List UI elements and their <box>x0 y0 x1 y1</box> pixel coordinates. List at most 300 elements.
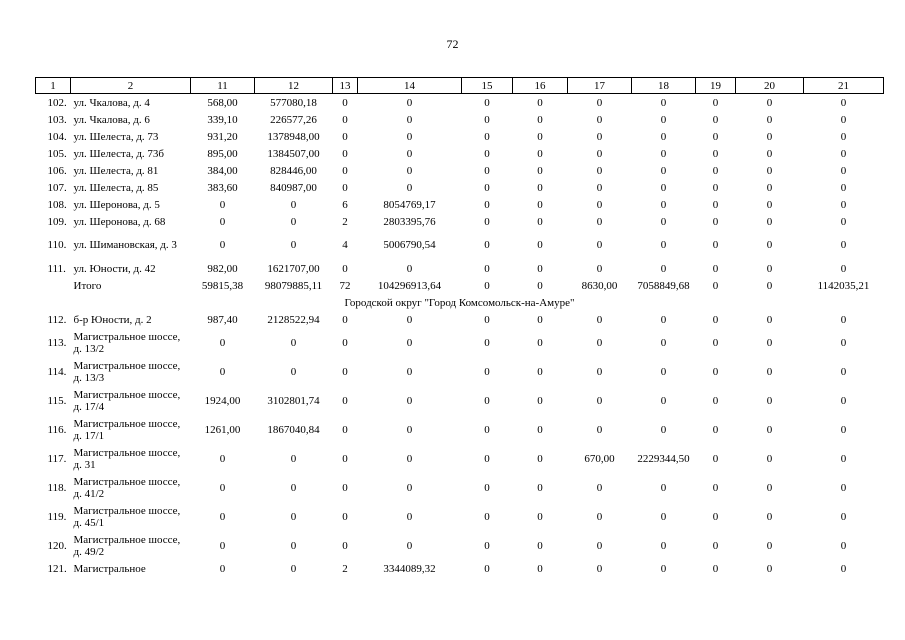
value-cell: 0 <box>219 510 226 523</box>
address-cell: ул. Шеронова, д. 5 <box>73 198 160 211</box>
value-cell: 0 <box>840 562 847 575</box>
value-cell: 0 <box>596 262 603 275</box>
value-cell: 0 <box>484 336 490 349</box>
value-cell: 1142035,21 <box>817 279 870 292</box>
value-cell: 0 <box>660 481 667 494</box>
value-cell: 0 <box>537 279 543 292</box>
value-cell: 0 <box>712 365 719 378</box>
value-cell: 0 <box>290 510 297 523</box>
address-cell: Магистральное шоссе, д. 41/2 <box>73 475 181 500</box>
value-cell: 98079885,11 <box>264 279 323 292</box>
row-number: 118. <box>47 481 67 494</box>
value-cell: 0 <box>712 313 719 326</box>
value-cell: 0 <box>660 262 667 275</box>
value-cell: 0 <box>290 539 297 552</box>
value-cell: 0 <box>840 336 847 349</box>
value-cell: 0 <box>537 452 543 465</box>
value-cell: 0 <box>342 147 348 160</box>
table-row <box>36 386 884 415</box>
value-cell: 4 <box>342 239 348 251</box>
address-cell: ул. Юности, д. 42 <box>73 262 156 275</box>
address-cell: Магистральное шоссе, д. 31 <box>73 446 181 471</box>
value-cell: 0 <box>290 239 297 251</box>
value-cell: 0 <box>712 394 719 407</box>
value-cell: 0 <box>712 336 719 349</box>
value-cell: 0 <box>406 147 413 160</box>
table-row <box>36 357 884 386</box>
row-number: 111. <box>47 262 66 275</box>
row-number: 121. <box>47 562 67 575</box>
address-cell: ул. Шелеста, д. 85 <box>73 181 159 194</box>
value-cell: 0 <box>537 423 543 436</box>
value-cell: 0 <box>342 510 348 523</box>
table-row <box>36 473 884 502</box>
value-cell: 0 <box>484 262 490 275</box>
table-row <box>36 145 884 162</box>
value-cell: 0 <box>660 562 667 575</box>
value-cell: 0 <box>537 215 543 228</box>
value-cell: 7058849,68 <box>637 279 690 292</box>
value-cell: 0 <box>766 262 773 275</box>
row-number: 106. <box>47 164 67 177</box>
value-cell: 0 <box>766 130 773 143</box>
value-cell: 0 <box>766 510 773 523</box>
table-row <box>36 111 884 128</box>
value-cell: 0 <box>537 365 543 378</box>
table-row <box>36 328 884 357</box>
value-cell: 1924,00 <box>204 394 241 407</box>
row-number: 102. <box>47 96 67 109</box>
row-number: 116. <box>47 423 67 436</box>
table-row <box>36 128 884 145</box>
value-cell: 0 <box>290 336 297 349</box>
value-cell: 0 <box>484 562 490 575</box>
value-cell: 0 <box>290 452 297 465</box>
value-cell: 0 <box>712 147 719 160</box>
value-cell: 0 <box>406 262 413 275</box>
value-cell: 0 <box>342 262 348 275</box>
column-header: 21 <box>804 78 884 94</box>
value-cell: 1867040,84 <box>267 423 320 436</box>
value-cell: 0 <box>840 313 847 326</box>
value-cell: 0 <box>596 181 603 194</box>
value-cell: 0 <box>290 481 297 494</box>
value-cell: 0 <box>596 562 603 575</box>
value-cell: 0 <box>342 313 348 326</box>
value-cell: 0 <box>596 423 603 436</box>
row-number: 110. <box>47 239 67 251</box>
value-cell: 0 <box>660 113 667 126</box>
value-cell: 0 <box>406 394 413 407</box>
value-cell: 2 <box>342 215 348 228</box>
value-cell: 0 <box>660 510 667 523</box>
value-cell: 0 <box>537 96 543 109</box>
value-cell: 0 <box>219 452 226 465</box>
value-cell: 0 <box>342 181 348 194</box>
value-cell: 0 <box>537 262 543 275</box>
value-cell: 0 <box>766 147 773 160</box>
value-cell: 0 <box>596 313 603 326</box>
value-cell: 0 <box>840 147 847 160</box>
value-cell: 0 <box>290 365 297 378</box>
address-cell: Магистральное шоссе, д. 45/1 <box>73 504 181 529</box>
value-cell: 0 <box>712 113 719 126</box>
value-cell: 0 <box>660 313 667 326</box>
table-row <box>36 230 884 260</box>
value-cell: 0 <box>484 539 490 552</box>
table-row <box>36 179 884 196</box>
value-cell: 0 <box>840 365 847 378</box>
value-cell: 0 <box>712 198 719 211</box>
value-cell: 0 <box>537 198 543 211</box>
row-number: 107. <box>47 181 67 194</box>
section-row <box>36 294 884 311</box>
table-row <box>36 502 884 531</box>
value-cell: 0 <box>290 198 297 211</box>
value-cell: 0 <box>537 113 543 126</box>
column-header: 20 <box>736 78 804 94</box>
row-number: 105. <box>47 147 67 160</box>
value-cell: 0 <box>766 96 773 109</box>
value-cell: 0 <box>596 215 603 228</box>
value-cell: 0 <box>766 164 773 177</box>
value-cell: 0 <box>342 481 348 494</box>
value-cell: 0 <box>840 510 847 523</box>
header-row <box>36 78 884 94</box>
address-cell: ул. Шелеста, д. 81 <box>73 164 159 177</box>
column-header: 13 <box>333 78 358 94</box>
row-number: 120. <box>47 539 67 552</box>
value-cell: 0 <box>660 239 667 251</box>
value-cell: 0 <box>712 539 719 552</box>
value-cell: 2229344,50 <box>637 452 690 465</box>
value-cell: 2128522,94 <box>267 313 320 326</box>
address-cell: ул. Чкалова, д. 6 <box>73 113 150 126</box>
column-header: 16 <box>513 78 568 94</box>
value-cell: 0 <box>342 452 348 465</box>
value-cell: 0 <box>537 181 543 194</box>
value-cell: 0 <box>406 452 413 465</box>
value-cell: 8630,00 <box>581 279 618 292</box>
value-cell: 339,10 <box>207 113 238 126</box>
value-cell: 0 <box>342 394 348 407</box>
value-cell: 0 <box>219 336 226 349</box>
value-cell: 0 <box>712 130 719 143</box>
row-number: 112. <box>47 313 67 326</box>
value-cell: 0 <box>484 279 490 292</box>
table-row <box>36 196 884 213</box>
data-table <box>35 77 884 577</box>
row-number: 114. <box>47 365 67 378</box>
value-cell: 6 <box>342 198 348 211</box>
value-cell: 0 <box>766 313 773 326</box>
column-header: 15 <box>462 78 513 94</box>
value-cell: 0 <box>660 215 667 228</box>
value-cell: 0 <box>840 262 847 275</box>
value-cell: 982,00 <box>207 262 238 275</box>
value-cell: 383,60 <box>207 181 238 194</box>
value-cell: 0 <box>840 452 847 465</box>
value-cell: 0 <box>596 481 603 494</box>
value-cell: 0 <box>840 423 847 436</box>
value-cell: 0 <box>342 164 348 177</box>
table-row <box>36 560 884 577</box>
value-cell: 3344089,32 <box>383 562 436 575</box>
value-cell: 0 <box>840 181 847 194</box>
table-row <box>36 444 884 473</box>
column-header: 1 <box>36 78 71 94</box>
value-cell: 0 <box>840 239 847 251</box>
value-cell: 0 <box>537 481 543 494</box>
value-cell: 1621707,00 <box>267 262 320 275</box>
row-number <box>36 277 71 294</box>
value-cell: 0 <box>840 198 847 211</box>
value-cell: 568,00 <box>207 96 238 109</box>
table-row <box>36 260 884 277</box>
value-cell: 0 <box>406 365 413 378</box>
column-header: 18 <box>632 78 696 94</box>
value-cell: 0 <box>406 539 413 552</box>
value-cell: 828446,00 <box>270 164 317 177</box>
value-cell: 0 <box>406 96 413 109</box>
row-number: 119. <box>47 510 67 523</box>
value-cell: 0 <box>596 539 603 552</box>
value-cell: 0 <box>766 394 773 407</box>
value-cell: 0 <box>766 239 773 251</box>
value-cell: 0 <box>660 539 667 552</box>
value-cell: 0 <box>537 394 543 407</box>
value-cell: 0 <box>766 181 773 194</box>
value-cell: 577080,18 <box>270 96 317 109</box>
table-row <box>36 213 884 230</box>
value-cell: 0 <box>712 562 719 575</box>
value-cell: 0 <box>712 452 719 465</box>
value-cell: 0 <box>596 164 603 177</box>
table-row <box>36 311 884 328</box>
address-cell: Магистральное шоссе, д. 13/3 <box>73 359 181 384</box>
section-title: Городской округ "Город Комсомольск-на-Амуре" <box>344 296 575 309</box>
value-cell: 2803395,76 <box>383 215 436 228</box>
value-cell: 0 <box>537 147 543 160</box>
value-cell: 0 <box>596 336 603 349</box>
value-cell: 0 <box>660 336 667 349</box>
value-cell: 0 <box>660 365 667 378</box>
value-cell: 895,00 <box>207 147 238 160</box>
value-cell: 0 <box>766 481 773 494</box>
value-cell: 0 <box>342 113 348 126</box>
table-row <box>36 415 884 444</box>
value-cell: 0 <box>766 198 773 211</box>
value-cell: 0 <box>660 147 667 160</box>
value-cell: 0 <box>406 164 413 177</box>
value-cell: 0 <box>484 147 490 160</box>
value-cell: 104296913,64 <box>377 279 442 292</box>
value-cell: 0 <box>219 562 226 575</box>
column-header: 12 <box>255 78 333 94</box>
value-cell: 0 <box>840 539 847 552</box>
value-cell: 3102801,74 <box>267 394 320 407</box>
row-number: 113. <box>47 336 67 349</box>
value-cell: 931,20 <box>207 130 238 143</box>
row-number: 109. <box>47 215 67 228</box>
value-cell: 0 <box>840 481 847 494</box>
value-cell: 0 <box>660 96 667 109</box>
value-cell: 0 <box>840 130 847 143</box>
value-cell: 0 <box>484 365 490 378</box>
value-cell: 0 <box>406 313 413 326</box>
address-cell: Магистральное шоссе, д. 49/2 <box>73 533 181 558</box>
value-cell: 0 <box>537 539 543 552</box>
value-cell: 0 <box>484 313 490 326</box>
value-cell: 8054769,17 <box>383 198 436 211</box>
address-cell: Магистральное шоссе, д. 13/2 <box>73 330 181 355</box>
value-cell: 0 <box>484 215 490 228</box>
value-cell: 0 <box>840 394 847 407</box>
value-cell: 0 <box>537 164 543 177</box>
value-cell: 0 <box>219 539 226 552</box>
row-number: 104. <box>47 130 67 143</box>
value-cell: 0 <box>537 562 543 575</box>
value-cell: 0 <box>660 164 667 177</box>
value-cell: 0 <box>537 130 543 143</box>
table-row <box>36 531 884 560</box>
value-cell: 0 <box>596 198 603 211</box>
address-cell: ул. Чкалова, д. 4 <box>73 96 150 109</box>
value-cell: 0 <box>484 481 490 494</box>
address-cell: б-р Юности, д. 2 <box>73 313 152 326</box>
value-cell: 0 <box>596 113 603 126</box>
column-header: 19 <box>696 78 736 94</box>
value-cell: 0 <box>660 130 667 143</box>
value-cell: 0 <box>596 365 603 378</box>
value-cell: 226577,26 <box>270 113 317 126</box>
value-cell: 0 <box>342 539 348 552</box>
value-cell: 0 <box>766 423 773 436</box>
value-cell: 0 <box>219 481 226 494</box>
value-cell: 0 <box>406 510 413 523</box>
value-cell: 0 <box>712 239 719 251</box>
value-cell: 0 <box>290 562 297 575</box>
value-cell: 0 <box>484 423 490 436</box>
value-cell: 0 <box>712 164 719 177</box>
value-cell: 0 <box>712 215 719 228</box>
value-cell: 0 <box>712 262 719 275</box>
value-cell: 0 <box>342 96 348 109</box>
value-cell: 0 <box>840 113 847 126</box>
page-number: 72 <box>446 37 459 51</box>
row-number: 117. <box>47 452 67 465</box>
value-cell: 0 <box>219 239 226 251</box>
value-cell: 0 <box>484 452 490 465</box>
value-cell: 0 <box>484 510 490 523</box>
value-cell: 2 <box>342 562 348 575</box>
value-cell: 0 <box>406 181 413 194</box>
value-cell: 0 <box>660 198 667 211</box>
value-cell: 840987,00 <box>270 181 317 194</box>
row-number: 115. <box>47 394 67 407</box>
value-cell: 0 <box>840 96 847 109</box>
value-cell: 0 <box>406 113 413 126</box>
value-cell: 384,00 <box>207 164 238 177</box>
value-cell: 0 <box>712 279 719 292</box>
value-cell: 0 <box>484 164 490 177</box>
value-cell: 0 <box>840 215 847 228</box>
table-row <box>36 94 884 112</box>
value-cell: 0 <box>766 452 773 465</box>
value-cell: 0 <box>660 394 667 407</box>
value-cell: 0 <box>660 423 667 436</box>
value-cell: 0 <box>596 96 603 109</box>
value-cell: 0 <box>766 279 773 292</box>
value-cell: 0 <box>406 481 413 494</box>
value-cell: 0 <box>766 562 773 575</box>
value-cell: 0 <box>712 96 719 109</box>
value-cell: 0 <box>596 510 603 523</box>
value-cell: 0 <box>484 130 490 143</box>
value-cell: 0 <box>406 130 413 143</box>
value-cell: 0 <box>766 539 773 552</box>
value-cell: 0 <box>219 215 226 228</box>
value-cell: 59815,38 <box>201 279 244 292</box>
row-number: 108. <box>47 198 67 211</box>
value-cell: 1378948,00 <box>267 130 320 143</box>
column-header: 2 <box>71 78 191 94</box>
value-cell: 0 <box>484 113 490 126</box>
value-cell: 0 <box>712 423 719 436</box>
value-cell: 0 <box>219 365 226 378</box>
value-cell: 0 <box>712 481 719 494</box>
value-cell: 0 <box>596 239 603 251</box>
value-cell: 0 <box>537 336 543 349</box>
value-cell: 0 <box>712 181 719 194</box>
table-row <box>36 162 884 179</box>
value-cell: 0 <box>596 394 603 407</box>
value-cell: 0 <box>219 198 226 211</box>
value-cell: 0 <box>766 336 773 349</box>
address-cell: Итого <box>73 279 102 292</box>
value-cell: 0 <box>406 336 413 349</box>
value-cell: 0 <box>766 113 773 126</box>
value-cell: 0 <box>537 239 543 251</box>
value-cell: 0 <box>537 510 543 523</box>
table-row <box>36 277 884 294</box>
value-cell: 1261,00 <box>204 423 241 436</box>
value-cell: 0 <box>484 239 490 251</box>
value-cell: 0 <box>342 336 348 349</box>
value-cell: 5006790,54 <box>383 239 436 251</box>
row-number: 103. <box>47 113 67 126</box>
address-cell: Магистральное <box>73 562 146 575</box>
address-cell: Магистральное шоссе, д. 17/4 <box>73 388 181 413</box>
address-cell: ул. Шимановская, д. 3 <box>73 239 177 251</box>
value-cell: 0 <box>342 130 348 143</box>
value-cell: 0 <box>342 423 348 436</box>
value-cell: 0 <box>290 215 297 228</box>
value-cell: 0 <box>406 423 413 436</box>
value-cell: 0 <box>840 164 847 177</box>
value-cell: 987,40 <box>207 313 238 326</box>
value-cell: 0 <box>766 365 773 378</box>
value-cell: 0 <box>766 215 773 228</box>
address-cell: ул. Шелеста, д. 73 <box>73 130 159 143</box>
value-cell: 0 <box>484 181 490 194</box>
value-cell: 1384507,00 <box>267 147 320 160</box>
value-cell: 0 <box>342 365 348 378</box>
value-cell: 0 <box>484 96 490 109</box>
value-cell: 0 <box>484 198 490 211</box>
value-cell: 0 <box>537 313 543 326</box>
value-cell: 0 <box>596 130 603 143</box>
